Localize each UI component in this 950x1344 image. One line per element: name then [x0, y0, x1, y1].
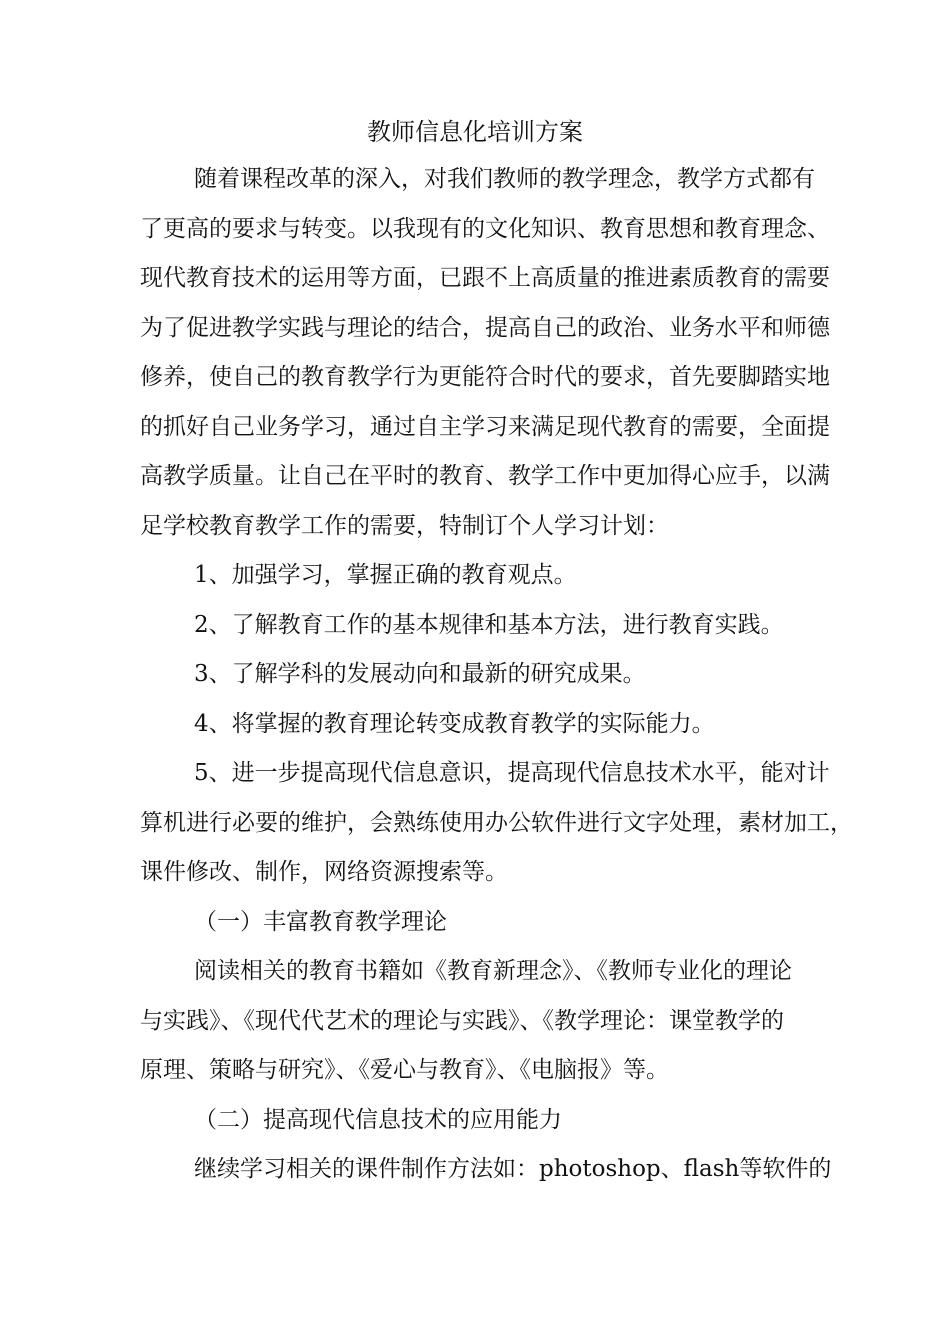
list-item-5-line-1: 5、进一步提高现代信息意识，提高现代信息技术水平，能对计 [194, 760, 830, 786]
section-2-line-1: 继续学习相关的课件制作方法如：photoshop、flash等软件的 [194, 1156, 832, 1182]
intro-line-6: 的抓好自己业务学习，通过自主学习来满足现代教育的需要，全面提 [140, 414, 830, 440]
intro-line-1: 随着课程改革的深入，对我们教师的教学理念，教学方式都有 [194, 166, 815, 192]
intro-line-7: 高教学质量。让自己在平时的教育、教学工作中更加得心应手，以满 [140, 463, 830, 489]
intro-line-2: 了更高的要求与转变。以我现有的文化知识、教育思想和教育理念、 [140, 216, 830, 242]
intro-line-3: 现代教育技术的运用等方面，已跟不上高质量的推进素质教育的需要 [140, 265, 830, 291]
document-title: 教师信息化培训方案 [367, 118, 583, 146]
list-item-3: 3、了解学科的发展动向和最新的研究成果。 [194, 661, 646, 687]
list-item-2: 2、了解教育工作的基本规律和基本方法，进行教育实践。 [194, 612, 784, 638]
list-item-1: 1、加强学习，掌握正确的教育观点。 [194, 562, 577, 588]
list-item-5-line-3: 课件修改、制作，网络资源搜索等。 [140, 859, 508, 885]
intro-line-4: 为了促进教学实践与理论的结合，提高自己的政治、业务水平和师德 [140, 315, 830, 341]
section-1-line-2: 与实践》、《现代代艺术的理论与实践》、《教学理论：课堂教学的 [140, 1008, 784, 1034]
intro-line-8: 足学校教育教学工作的需要，特制订个人学习计划： [140, 513, 669, 539]
section-1-line-1: 阅读相关的教育书籍如《教育新理念》、《教师专业化的理论 [194, 958, 792, 984]
intro-line-5: 修养，使自己的教育教学行为更能符合时代的要求，首先要脚踏实地 [140, 364, 830, 390]
section-2-heading: （二）提高现代信息技术的应用能力 [194, 1107, 562, 1133]
section-1-line-3: 原理、策略与研究》、《爱心与教育》、《电脑报》等。 [140, 1057, 669, 1083]
section-1-heading: （一）丰富教育教学理论 [194, 909, 447, 935]
list-item-5-line-2: 算机进行必要的维护，会熟练使用办公软件进行文字处理，素材加工， [140, 810, 853, 836]
list-item-4: 4、将掌握的教育理论转变成教育教学的实际能力。 [194, 711, 715, 737]
